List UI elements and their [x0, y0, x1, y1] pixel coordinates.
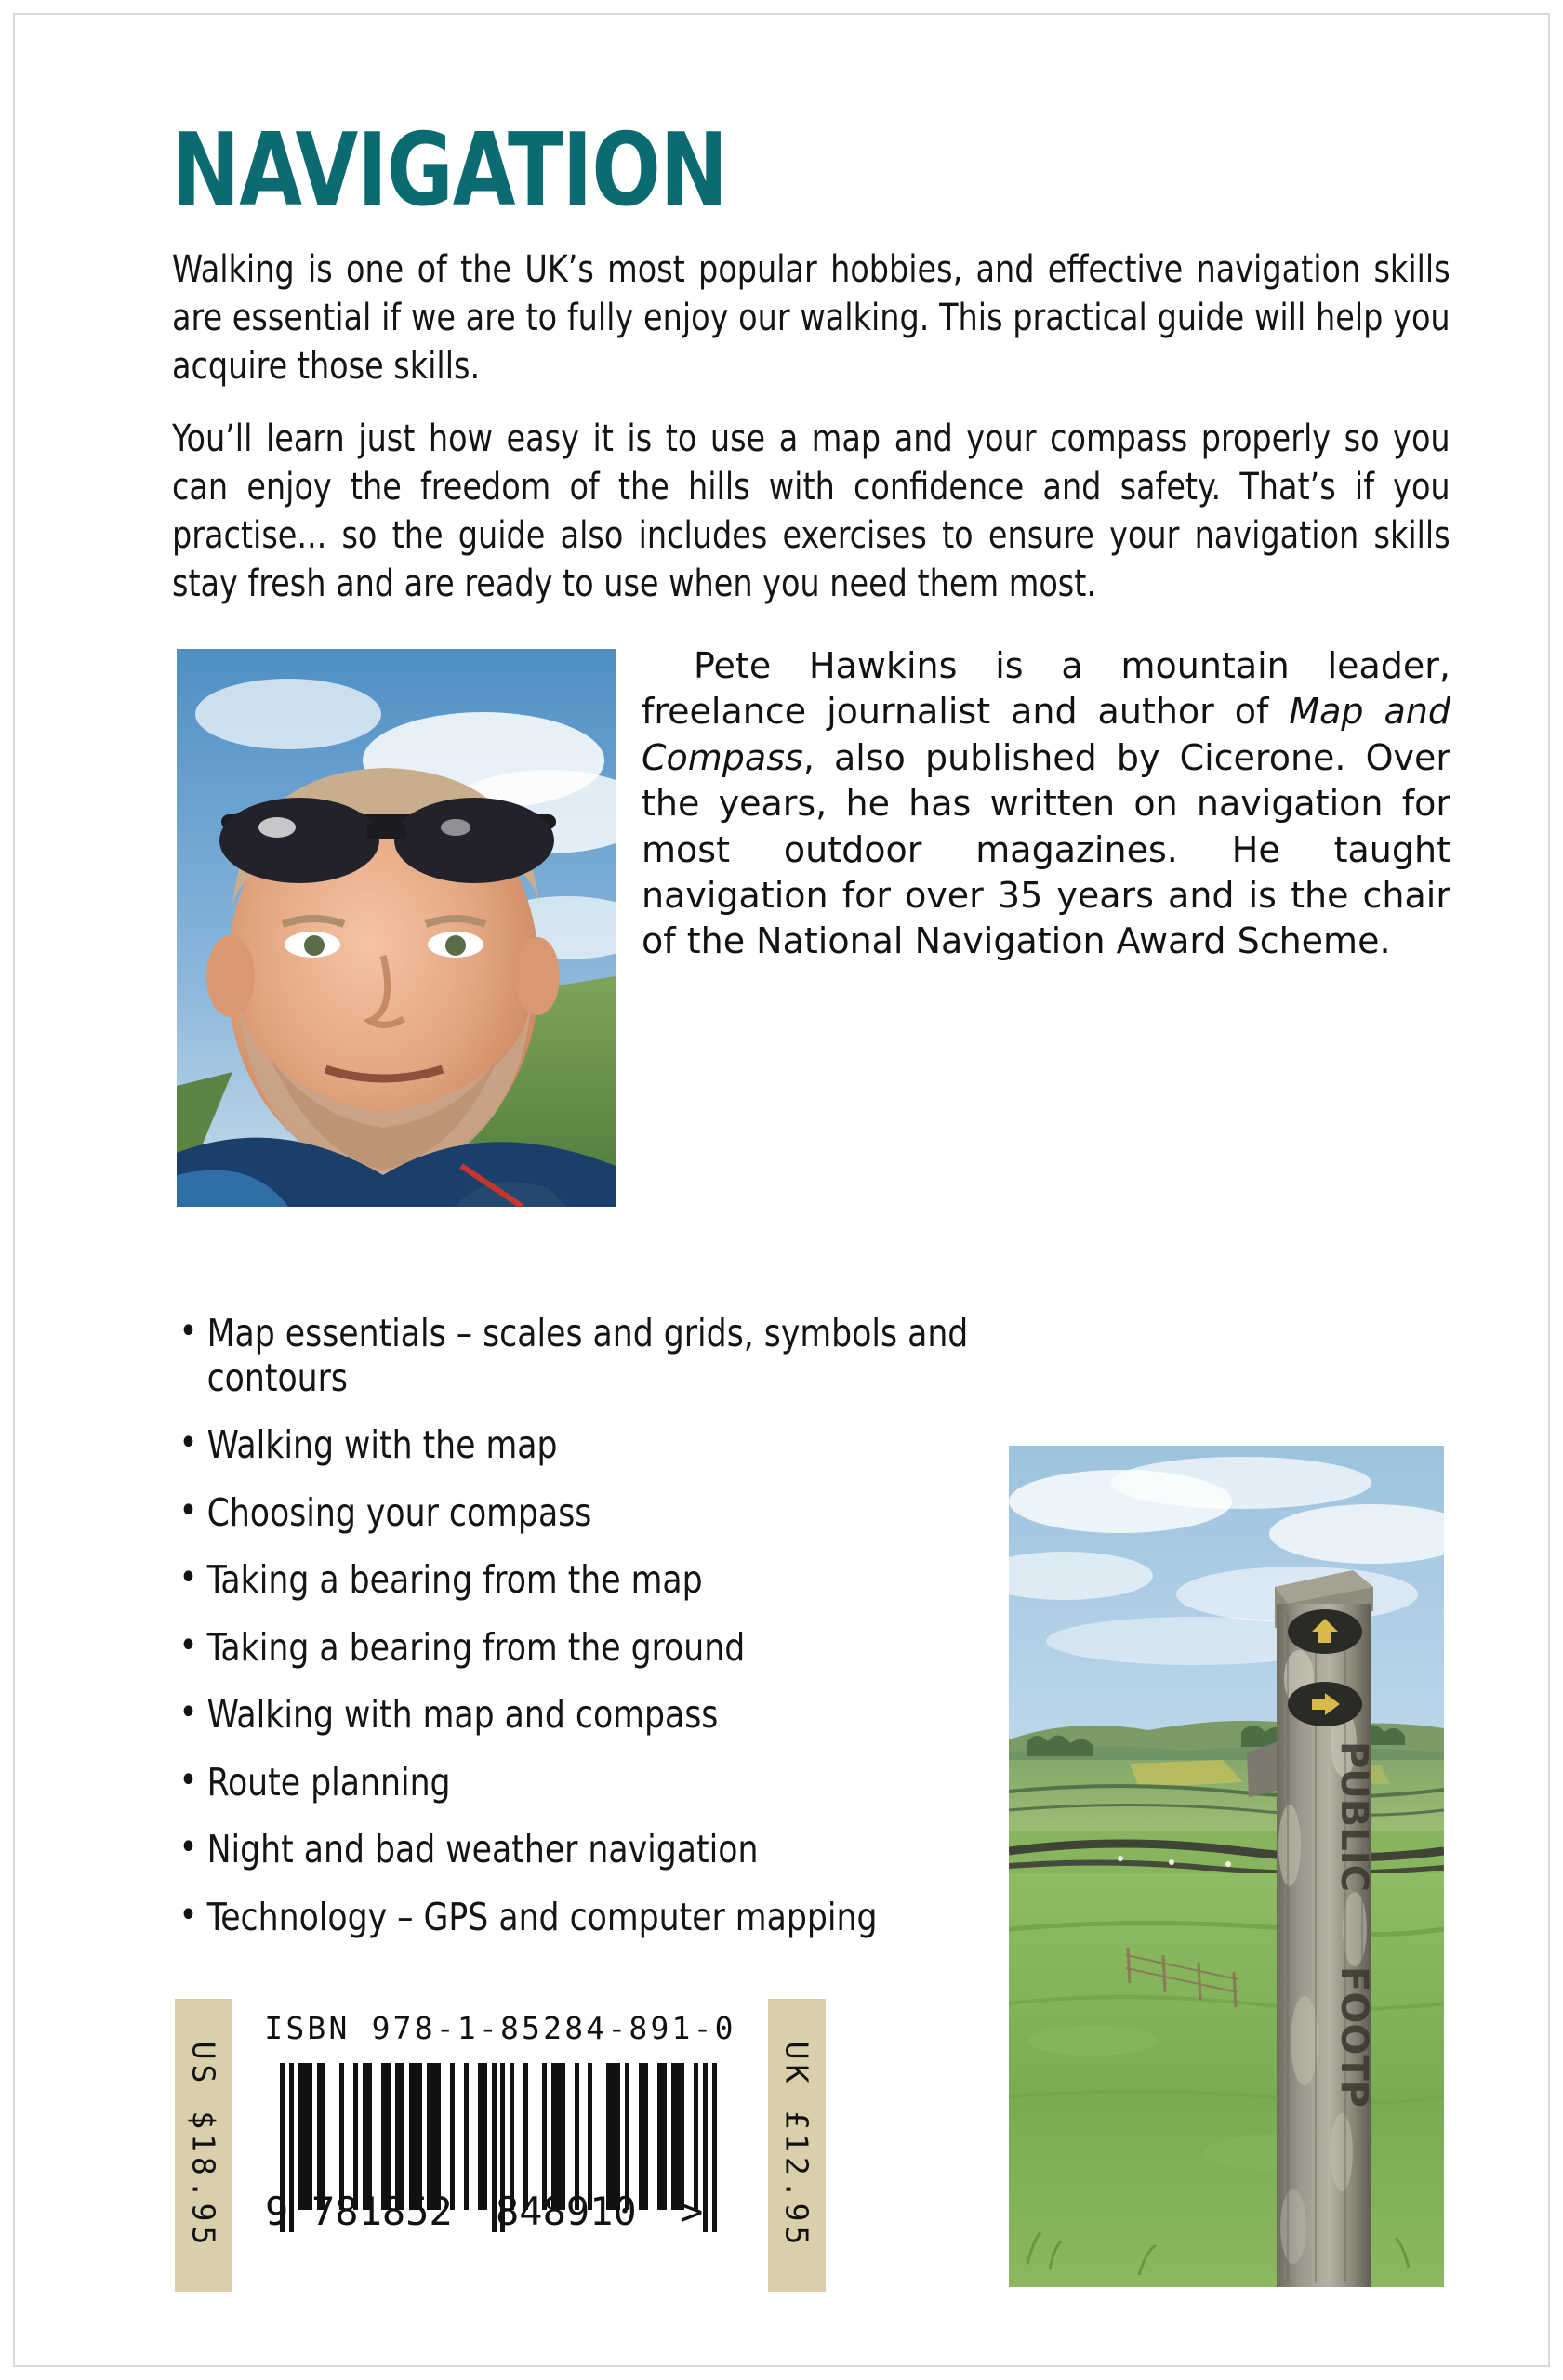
barcode-digit-group-1: 781852 — [311, 2188, 453, 2234]
blurb-paragraph-1: Walking is one of the UK’s most popular hobbies, and effective navigation skills are essential if we are to fully enjoy our walking. This practical guide will help you acquire those skills. — [172, 248, 1450, 388]
author-section — [172, 643, 1450, 1215]
barcode-human-readable — [263, 2188, 737, 2234]
author-bio-book-title: Map and Compass — [642, 691, 1450, 778]
list-item: • Map essentials – scales and grids, symbols and contours — [172, 1312, 976, 1400]
author-bio-part-1: Pete Hawkins is a mountain leader, freelance journalist and author of — [642, 645, 1450, 733]
barcode-digit-group-2: 848910 — [496, 2188, 637, 2234]
waymarker-arrow-right-icon — [1288, 1682, 1362, 1726]
signpost-illustration — [1009, 1446, 1444, 2287]
isbn-label: ISBN 978-1-85284-891-0 — [264, 2010, 736, 2046]
author-portrait-photo — [177, 649, 616, 1207]
list-item: • Taking a bearing from the ground — [172, 1626, 976, 1671]
barcode-bars — [263, 2063, 737, 2232]
uk-price-box — [768, 1999, 826, 2292]
barcode-block — [175, 1999, 826, 2292]
public-footpath-signpost-photo — [1009, 1446, 1444, 2287]
uk-price-label: UK £12.95 — [778, 2041, 815, 2250]
svg-text:PUBLIC: PUBLIC — [1332, 1741, 1375, 1893]
list-item: • Night and bad weather navigation — [172, 1828, 976, 1872]
us-price-label: US $18.95 — [185, 2041, 222, 2250]
author-bio-part-2: , also published by Cicerone. Over the years, he has written on navigation for most outdoor magazines. He taught navigation for over 35 years and is the chair of the National Navigation Award Scheme. — [642, 736, 1450, 962]
ean-barcode — [263, 1999, 737, 2292]
barcode-digit-group-3: > — [680, 2188, 704, 2234]
list-item: • Choosing your compass — [172, 1491, 976, 1536]
list-item: • Technology – GPS and computer mapping — [172, 1896, 976, 1940]
svg-text:FOOTP: FOOTP — [1332, 1966, 1375, 2108]
blurb-paragraph-2: You’ll learn just how easy it is to use a map and your compass properly so you can enjoy the freedom of the hills with confidence and safety. That’s if you practise... so the guide also includes exercises to ensure your navigation skills stay fresh and are ready to use when you need them most. — [172, 417, 1450, 605]
list-item: • Route planning — [172, 1761, 976, 1805]
list-item: • Walking with the map — [172, 1423, 976, 1468]
list-item: • Walking with map and compass — [172, 1693, 976, 1738]
page-title: NAVIGATION — [172, 112, 728, 229]
author-bio — [642, 643, 1450, 965]
contents-list — [172, 1312, 1027, 1939]
barcode-digit-group-0: 9 — [265, 2188, 289, 2234]
author-portrait-illustration — [177, 649, 616, 1207]
list-item: • Taking a bearing from the map — [172, 1558, 976, 1603]
us-price-box — [175, 1999, 232, 2292]
waymarker-arrow-up-icon — [1288, 1609, 1362, 1654]
